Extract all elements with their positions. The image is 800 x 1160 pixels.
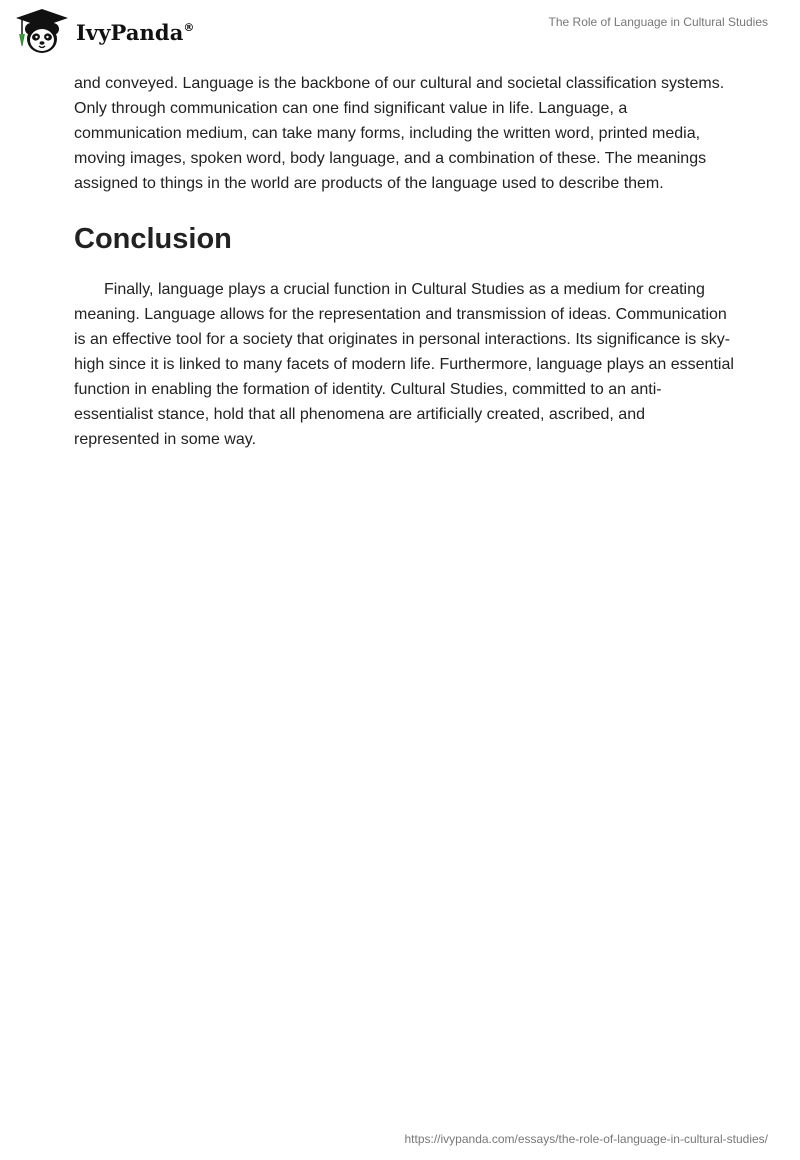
panda-graduate-icon [14,8,70,56]
source-url[interactable]: https://ivypanda.com/essays/the-role-of-language-in-cultural-studies/ [404,1132,768,1146]
page-header [0,0,800,60]
body-paragraph: and conveyed. Language is the backbone of our cultural and societal classification systems. Only through communication can one find significant value in life. Language, a communication medium, can take many forms, including the written word, printed media, moving images, spoken word, body language, and a combination of these. The meanings assigned to things in the world are products of the language used to describe them. [74,75,725,192]
registered-mark: ® [183,20,195,34]
document-title: The Role of Language in Cultural Studies [548,15,768,29]
essay-body [74,71,734,452]
brand-name: IvyPanda® [76,19,195,45]
section-heading: Conclusion [74,223,232,255]
brand-logo[interactable] [14,8,195,56]
conclusion-paragraph: Finally, language plays a crucial function in Cultural Studies as a medium for creating meaning. Language allows for the representation and transmission of ideas. Communication is an effective tool for a society that originates in personal interactions. Its significance is sky-high since it is linked to many facets of modern life. Furthermore, language plays an essential function in enabling the formation of identity. Cultural Studies, committed to an anti-essentialist stance, hold that all phenomena are artificially created, ascribed, and represented in some way. [74,281,734,448]
